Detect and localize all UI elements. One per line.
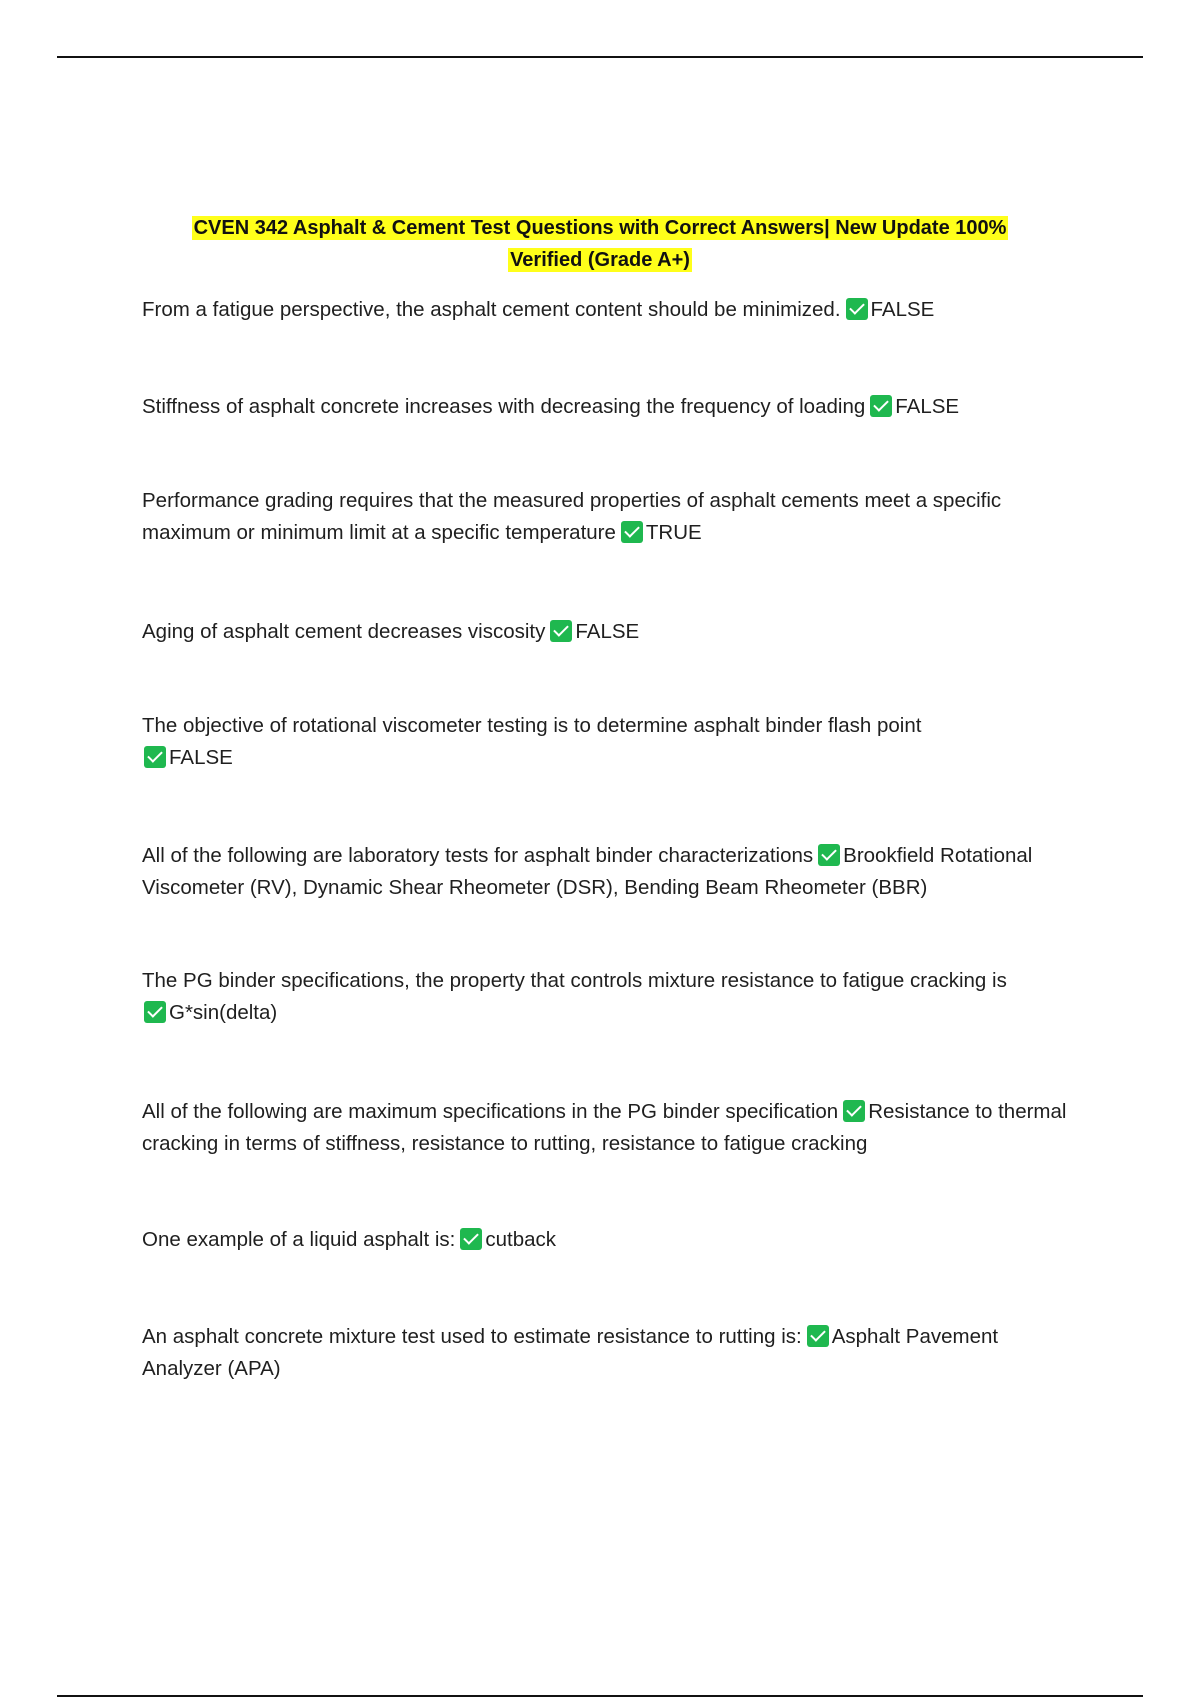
question-text: All of the following are maximum specifications in the PG binder specification xyxy=(142,1100,839,1123)
qa-item-1 xyxy=(142,294,1072,326)
check-mark-icon xyxy=(818,844,840,866)
question-text: An asphalt concrete mixture test used to estimate resistance to rutting is: xyxy=(142,1325,802,1348)
title-line-1: CVEN 342 Asphalt & Cement Test Questions with Correct Answers| New Update 100% xyxy=(193,217,1007,239)
answer-text: Brookfield Rotational Viscometer (RV), Dynamic Shear Rheometer (DSR), Bending Beam Rheometer (BBR) xyxy=(142,844,1033,899)
title-line-2: Verified (Grade A+) xyxy=(510,249,690,271)
answer-text: FALSE xyxy=(895,395,960,418)
footer-rule xyxy=(57,1695,1143,1697)
check-mark-icon xyxy=(807,1325,829,1347)
check-mark-icon xyxy=(144,746,166,768)
qa-item-6 xyxy=(142,840,1072,904)
answer-text: TRUE xyxy=(645,521,702,544)
answer-text: FALSE xyxy=(169,746,233,769)
answer-text: Asphalt Pavement Analyzer (APA) xyxy=(142,1325,999,1380)
qa-item-8 xyxy=(142,1096,1072,1160)
question-text: Performance grading requires that the measured properties of asphalt cements meet a specific maximum or minimum limit at a specific temperature xyxy=(142,489,1002,544)
header-rule xyxy=(57,56,1143,58)
answer-text: Resistance to thermal cracking in terms of stiffness, resistance to rutting, resistance to fatigue cracking xyxy=(142,1100,1067,1155)
check-mark-icon xyxy=(870,395,892,417)
answer-text: cutback xyxy=(485,1228,557,1251)
question-text: Stiffness of asphalt concrete increases with decreasing the frequency of loading xyxy=(142,395,866,418)
qa-item-5 xyxy=(142,710,1072,774)
question-text: Aging of asphalt cement decreases viscosity xyxy=(142,620,546,643)
qa-item-10 xyxy=(142,1321,1072,1385)
qa-item-2 xyxy=(142,391,1072,423)
document-title xyxy=(120,212,1080,276)
check-mark-icon xyxy=(843,1100,865,1122)
qa-item-9 xyxy=(142,1224,1072,1256)
check-mark-icon xyxy=(621,521,643,543)
check-mark-icon xyxy=(144,1001,166,1023)
question-text: From a fatigue perspective, the asphalt cement content should be minimized. xyxy=(142,298,841,321)
qa-item-4 xyxy=(142,616,1072,648)
qa-item-3 xyxy=(142,485,1072,549)
check-mark-icon xyxy=(460,1228,482,1250)
answer-text: FALSE xyxy=(575,620,640,643)
question-text: One example of a liquid asphalt is: xyxy=(142,1228,456,1251)
check-mark-icon xyxy=(550,620,572,642)
question-text: The PG binder specifications, the property that controls mixture resistance to fatigue cracking is xyxy=(142,969,1007,992)
question-text: All of the following are laboratory tests for asphalt binder characterizations xyxy=(142,844,814,867)
check-mark-icon xyxy=(846,298,868,320)
answer-text: G*sin(delta) xyxy=(169,1001,278,1024)
answer-text: FALSE xyxy=(870,298,935,321)
qa-item-7 xyxy=(142,965,1072,1029)
question-text: The objective of rotational viscometer testing is to determine asphalt binder flash point xyxy=(142,714,922,737)
